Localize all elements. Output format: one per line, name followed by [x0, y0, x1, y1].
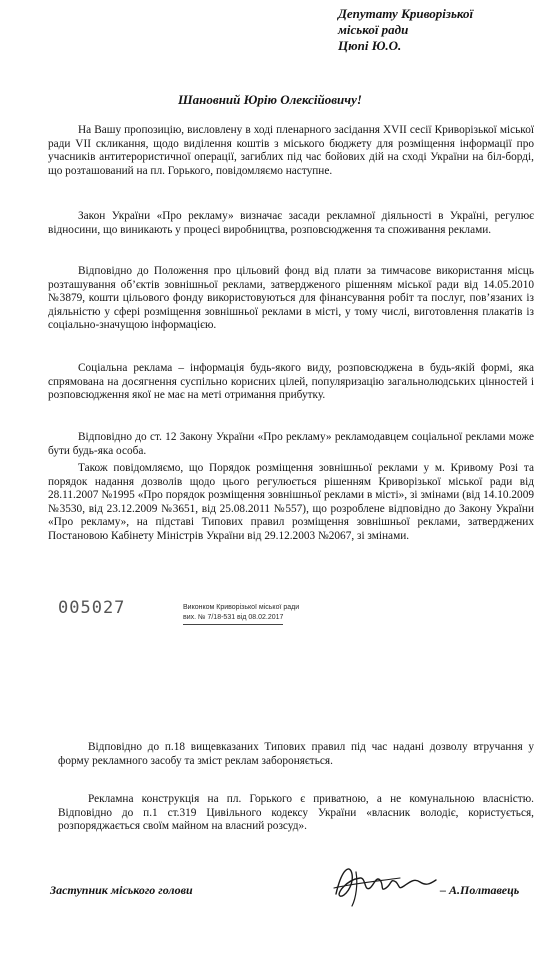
signatory-name: – А.Полтавець [440, 883, 520, 897]
handwritten-signature [330, 858, 442, 910]
addressee-line: Цюпі Ю.О. [338, 38, 402, 53]
addressee-block [338, 6, 534, 54]
paragraph: Відповідно до ст. 12 Закону України «Про рекламу» рекламодавцем соціальної реклами може бути будь-яка особа. [48, 431, 534, 457]
stamp-line: вих. № 7/18-531 від 08.02.2017 [183, 613, 283, 625]
paragraph: Закон України «Про рекламу» визначає засади рекламної діяльності в Україні, регулює відносини, що виникають у процесі виробництва, розповсюдження та споживання реклами. [48, 210, 534, 236]
addressee-line: міської ради [338, 22, 409, 37]
paragraph: Відповідно до Положення про цільовий фонд від плати за тимчасове використання місць розташування об’єктів зовнішньої реклами, затвердженого рішенням міської ради від 14.05.2010 №3879, кошти цільового фонду використовуються для фінансування робіт та послуг, пов’язаних із діяльністю у сфері розміщення зовнішньої реклами в місті, у тому числі, виготовлення плакатів із соціально-значущою інформацією. [48, 265, 534, 332]
paragraph: На Вашу пропозицію, висловлену в ході пленарного засідання XVII сесії Криворізької міської ради VII скликання, щодо виділення коштів з міського бюджету для розміщення інформації про учасників антитерористичної операції, загиблих під час бойових дій на сході України на біл-борді, що розташований на пл. Горького, повідомляємо наступне. [48, 124, 534, 177]
signatory-title: Заступник міського голови [50, 883, 193, 897]
registration-number: 005027 [58, 598, 126, 618]
paragraph: Відповідно до п.18 вищевказаних Типових правил під час надані дозволу втручання у форму рекламного засобу та зміст реклам забороняється. [58, 741, 534, 767]
paragraph: Соціальна реклама – інформація будь-якого виду, розповсюджена в будь-якій формі, яка спрямована на досягнення суспільно корисних цілей, популяризацію загальнолюдських цінностей і розповсюдження якої не має на меті отримання прибутку. [48, 362, 534, 402]
paragraph: Також повідомляємо, що Порядок розміщення зовнішньої реклами у м. Кривому Розі та порядок надання дозволів щодо цього регулюється рішенням Криворізької міської ради від 28.11.2007 №1995 «Про порядок розміщення зовнішньої реклами в місті», зі змінами (від 14.10.2009 №3530, від 23.12.2009 №3651, від 25.08.2011 №557), що розроблене відповідно до Закону України «Про рекламу», на підставі Типових правил розміщення зовнішньої реклами, затверджених Постановою Кабінету Міністрів України від 29.12.2003 №2067, зі змінами. [48, 462, 534, 542]
addressee-line: Депутату Криворізької [338, 6, 474, 21]
stamp-line: Виконком Криворізької міської ради [183, 604, 300, 611]
salutation: Шановний Юрію Олексійовичу! [178, 92, 362, 107]
paragraph: Рекламна конструкція на пл. Горького є приватною, а не комунальною власністю. Відповідно до п.1 ст.319 Цивільного кодексу України «власник володіє, користується, розпоряджається своїм майном на власний розсуд». [58, 793, 534, 833]
registration-stamp [183, 603, 353, 625]
